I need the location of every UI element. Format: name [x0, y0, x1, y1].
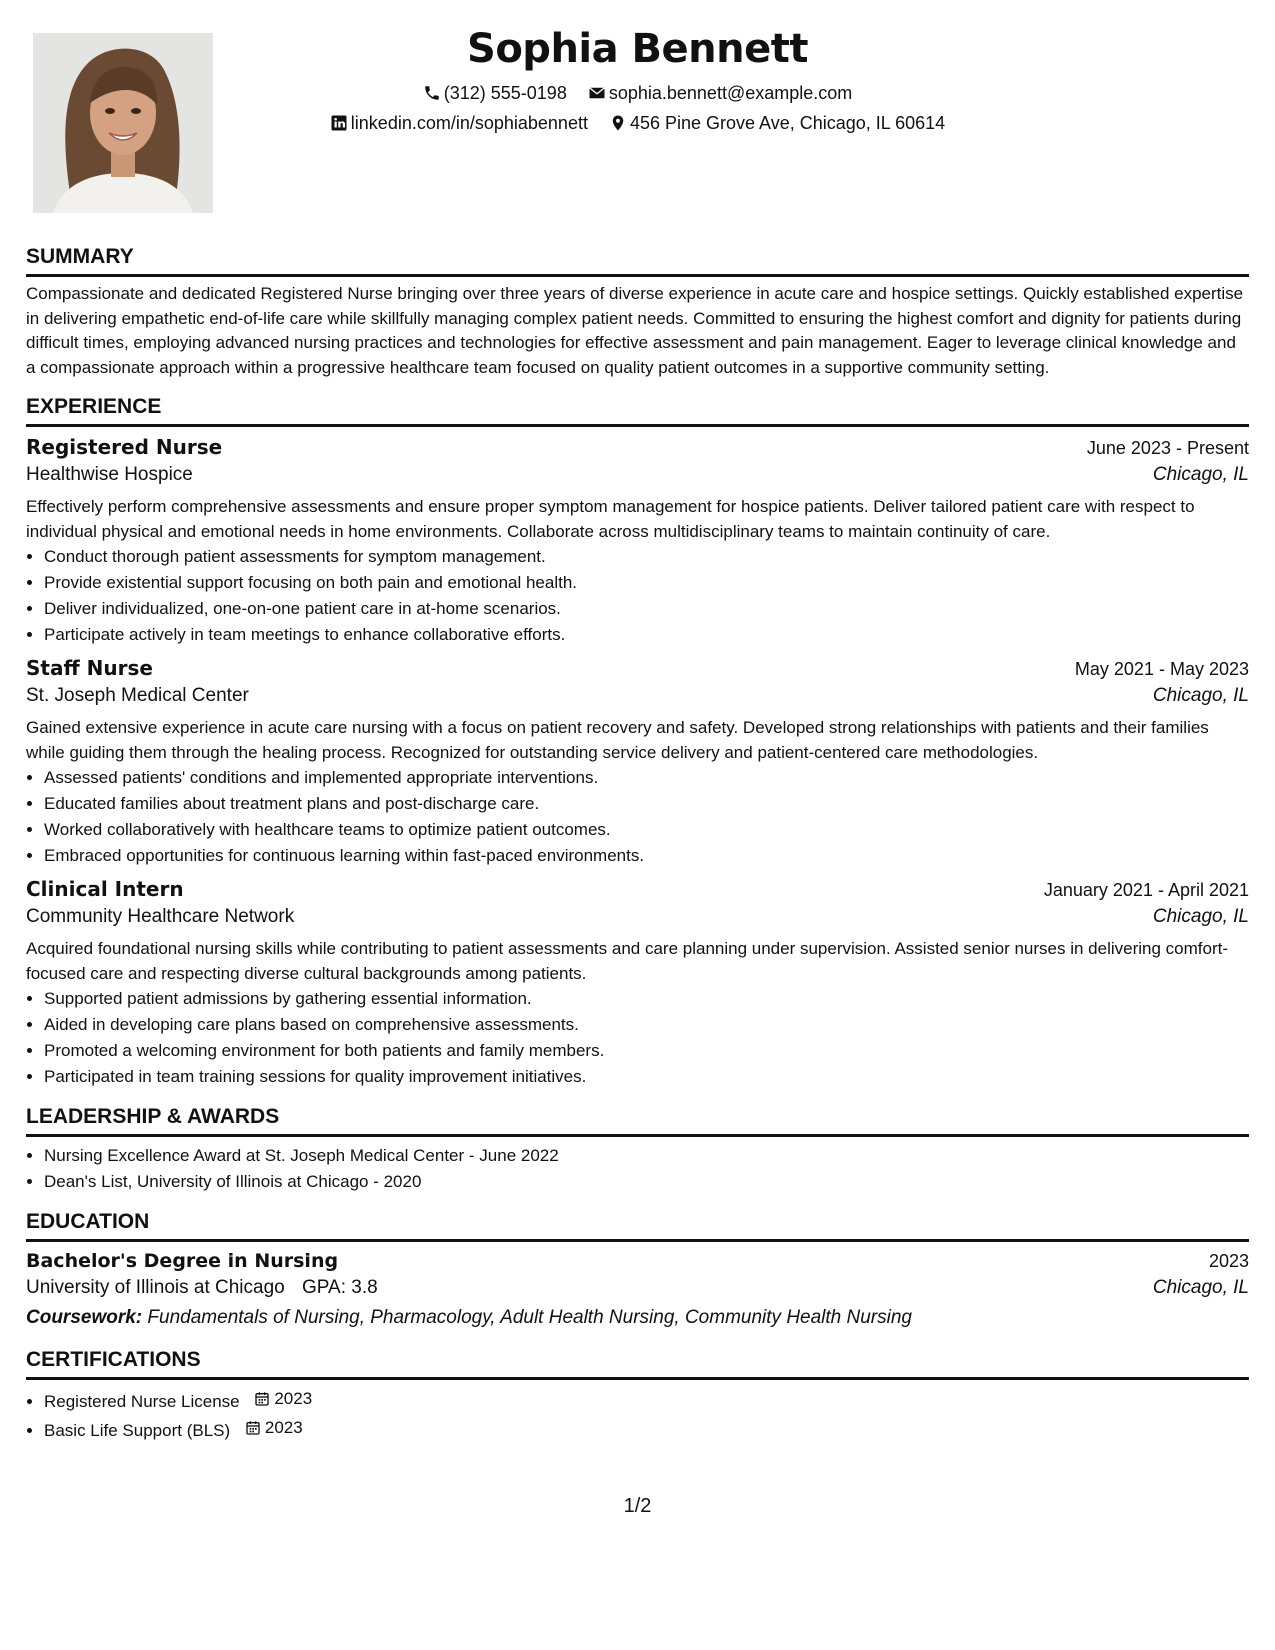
graduation-year: 2023: [1208, 1251, 1249, 1271]
job-description: Effectively perform comprehensive assessments and ensure proper symptom management for hospice patients. Deliver tailored patient care with respect to individual physical and emotional needs in home environments. Collaborate across multidisciplinary teams to maintain continuity of care.: [26, 497, 1195, 541]
education-heading: EDUCATION: [26, 1209, 1249, 1242]
summary-text: Compassionate and dedicated Registered Nurse bringing over three years of diverse experience in acute care and hospice settings. Quickly established expertise in delivering empathetic end-of-life care while skillfully managing complex patient needs. Committed to ensuring the highest comfort and dignity for patients during difficult times, employing advanced nursing practices and technologies for effective assessment and pain management. Eager to leverage clinical knowledge and a compassionate approach within a progressive healthcare team focused on quality patient outcomes in a supportive community setting.: [26, 284, 1244, 377]
certifications-list: [26, 1386, 1249, 1444]
education-section: [26, 1209, 1249, 1333]
certification-date: [254, 1386, 312, 1412]
linkedin-icon: [330, 114, 348, 132]
phone-text: (312) 555-0198: [443, 83, 567, 103]
job-entry: [26, 877, 1249, 1090]
list-item: • Assessed patients' conditions and implemented appropriate interventions.: [44, 765, 1249, 791]
email-text[interactable]: sophia.bennett@example.com: [608, 83, 853, 103]
job-bullets: [26, 544, 1249, 648]
summary-heading: SUMMARY: [26, 244, 1249, 277]
school-info: [26, 1272, 378, 1303]
calendar-icon: [254, 1391, 270, 1407]
degree-title: Bachelor's Degree in Nursing: [26, 1250, 339, 1272]
school-location: Chicago, IL: [1152, 1277, 1249, 1298]
list-item: • Worked collaboratively with healthcare teams to optimize patient outcomes.: [44, 817, 1249, 843]
list-item: • Nursing Excellence Award at St. Joseph Medical Center - June 2022: [44, 1143, 1249, 1169]
list-item: • Dean's List, University of Illinois at Chicago - 2020: [44, 1169, 1249, 1195]
job-description: Gained extensive experience in acute care nursing with a focus on patient recovery and safety. Developed strong relationships with patients and their families while guiding them through the healing process. Recognized for outstanding service delivery and patient-centered care methodologies.: [26, 718, 1209, 762]
resume-header: [0, 20, 1275, 138]
job-entry: [26, 435, 1249, 648]
coursework: [26, 1303, 1249, 1333]
certification-name: Registered Nurse License: [44, 1392, 240, 1411]
job-dates: June 2023 - Present: [1086, 438, 1249, 458]
list-item: • Deliver individualized, one-on-one patient care in at-home scenarios.: [44, 596, 1249, 622]
linkedin-text[interactable]: linkedin.com/in/sophiabennett: [350, 113, 588, 133]
contact-row-2: [0, 108, 1275, 138]
certifications-section: [26, 1347, 1249, 1444]
job-title: Registered Nurse: [26, 435, 223, 459]
address-contact: [609, 108, 945, 138]
contact-row-1: [0, 78, 1275, 108]
job-organization: Healthwise Hospice: [26, 464, 193, 485]
job-title: Staff Nurse: [26, 656, 153, 680]
list-item: • Provide existential support focusing on both pain and emotional health.: [44, 570, 1249, 596]
resume-body: [26, 244, 1249, 1458]
education-entry: [26, 1250, 1249, 1333]
list-item: [44, 1386, 1249, 1415]
gpa: GPA: 3.8: [302, 1277, 378, 1298]
linkedin-contact[interactable]: [330, 108, 588, 138]
job-organization: St. Joseph Medical Center: [26, 685, 249, 706]
job-bullets: [26, 765, 1249, 869]
job-location: Chicago, IL: [1152, 906, 1249, 927]
list-item: • Supported patient admissions by gathering essential information.: [44, 986, 1249, 1012]
certification-year: 2023: [264, 1418, 303, 1437]
list-item: • Participated in team training sessions for quality improvement initiatives.: [44, 1064, 1249, 1090]
school-name: University of Illinois at Chicago: [26, 1277, 285, 1298]
email-contact[interactable]: [588, 78, 852, 108]
leadership-heading: LEADERSHIP & AWARDS: [26, 1104, 1249, 1137]
certifications-heading: CERTIFICATIONS: [26, 1347, 1249, 1380]
job-location: Chicago, IL: [1152, 464, 1249, 485]
candidate-name: Sophia Bennett: [467, 26, 808, 72]
certification-name: Basic Life Support (BLS): [44, 1421, 231, 1440]
list-item: • Participate actively in team meetings to enhance collaborative efforts.: [44, 622, 1249, 648]
list-item: • Promoted a welcoming environment for both patients and family members.: [44, 1038, 1249, 1064]
phone-contact: [423, 78, 567, 108]
calendar-icon: [245, 1420, 261, 1436]
leadership-section: [26, 1104, 1249, 1195]
list-item: • Embraced opportunities for continuous learning within fast-paced environments.: [44, 843, 1249, 869]
job-bullets: [26, 986, 1249, 1090]
experience-heading: EXPERIENCE: [26, 394, 1249, 427]
summary-section: [26, 244, 1249, 380]
page-number: 1/2: [623, 1495, 652, 1517]
list-item: [44, 1415, 1249, 1444]
coursework-label: Coursework:: [26, 1307, 143, 1328]
job-entry: [26, 656, 1249, 869]
job-description: Acquired foundational nursing skills while contributing to patient assessments and care planning under supervision. Assisted senior nurses in delivering comfort-focused care and respecting diverse cultural backgrounds among patients.: [26, 939, 1228, 983]
coursework-list: Fundamentals of Nursing, Pharmacology, Adult Health Nursing, Community Health Nursing: [147, 1307, 912, 1328]
certification-year: 2023: [274, 1389, 313, 1408]
list-item: • Educated families about treatment plans and post-discharge care.: [44, 791, 1249, 817]
list-item: • Conduct thorough patient assessments for symptom management.: [44, 544, 1249, 570]
phone-icon: [423, 84, 441, 102]
awards-list: [26, 1143, 1249, 1195]
map-pin-icon: [609, 114, 627, 132]
job-location: Chicago, IL: [1152, 685, 1249, 706]
list-item: • Aided in developing care plans based on comprehensive assessments.: [44, 1012, 1249, 1038]
job-dates: May 2021 - May 2023: [1074, 659, 1249, 679]
certification-date: [245, 1415, 303, 1441]
envelope-icon: [588, 84, 606, 102]
address-text: 456 Pine Grove Ave, Chicago, IL 60614: [629, 113, 946, 133]
experience-section: [26, 394, 1249, 1090]
job-dates: January 2021 - April 2021: [1043, 880, 1249, 900]
job-title: Clinical Intern: [26, 877, 184, 901]
job-organization: Community Healthcare Network: [26, 906, 295, 927]
